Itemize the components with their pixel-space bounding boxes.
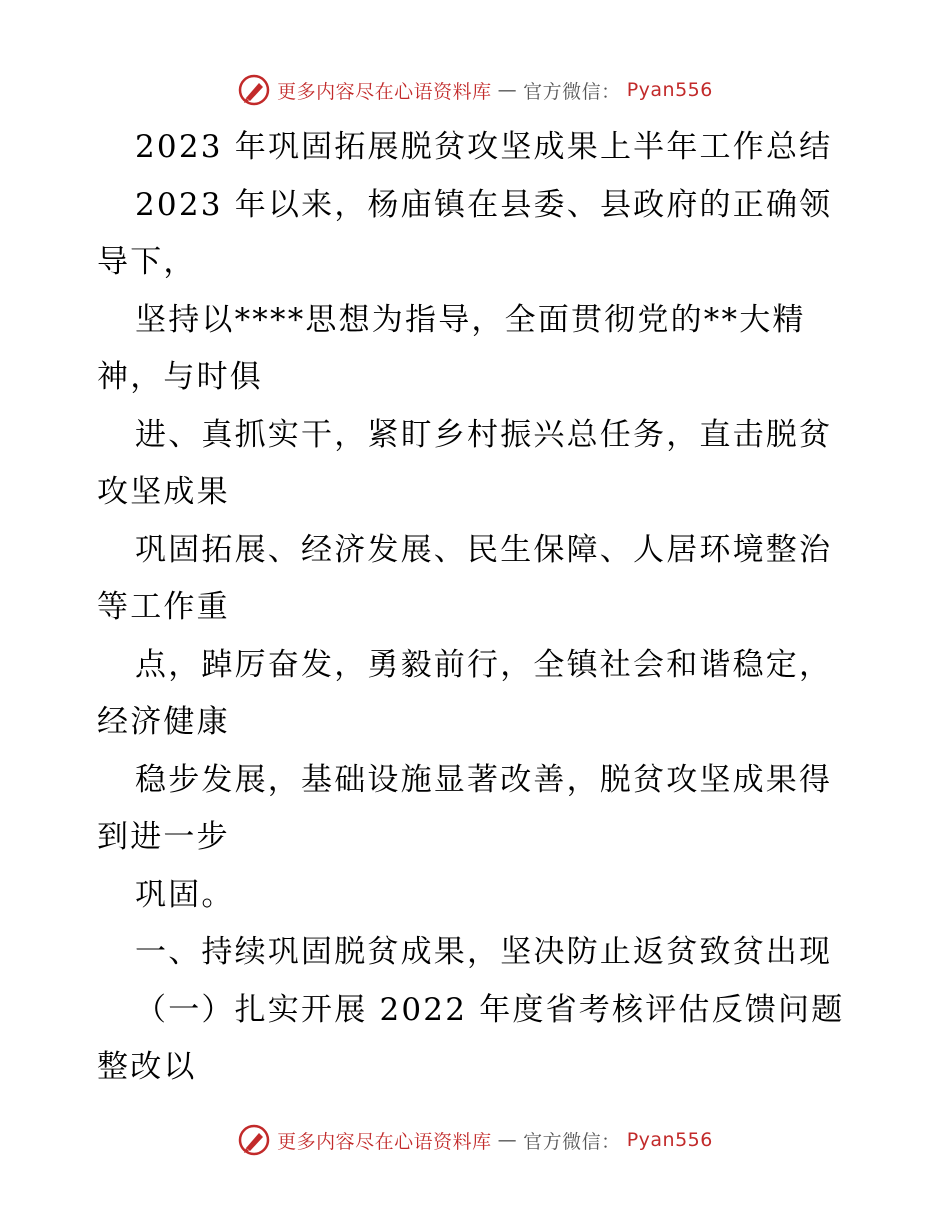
paragraph-line: 导下， — [97, 244, 197, 280]
watermark-separator: — — [497, 79, 518, 101]
watermark-wechat-id: Pyan556 — [626, 79, 713, 101]
paragraph-line: 巩固。 — [135, 876, 235, 913]
document-body — [97, 119, 857, 1097]
header-watermark — [0, 70, 950, 110]
paragraph-line: 巩固拓展、经济发展、民生保障、人居环境整治 — [135, 531, 833, 568]
paragraph-line: 到进一步 — [97, 819, 230, 855]
watermark-separator: — — [497, 1129, 518, 1151]
subsection-heading: （一）扎实开展 2022 年度省考核评估反馈问题 — [135, 991, 845, 1028]
section-heading: 一、持续巩固脱贫成果，坚决防止返贫致贫出现 — [135, 934, 833, 970]
paragraph-line: 坚持以****思想为指导，全面贯彻党的**大精 — [135, 301, 806, 338]
paragraph-line: 整改以 — [97, 1049, 197, 1085]
paragraph-line: 稳步发展，基础设施显著改善，脱贫攻坚成果得 — [135, 761, 833, 798]
paragraph-line: 2023 年以来，杨庙镇在县委、县政府的正确领 — [135, 186, 833, 223]
footer-watermark — [0, 1120, 950, 1160]
paragraph-line: 点，踔厉奋发，勇毅前行，全镇社会和谐稳定， — [135, 646, 833, 683]
paragraph-line: 经济健康 — [97, 704, 230, 740]
paragraph-line: 攻坚成果 — [97, 474, 230, 510]
watermark-contact-text: 官方微信： — [523, 1130, 621, 1153]
pen-logo-icon — [237, 73, 271, 107]
paragraph-line: 神，与时俱 — [97, 359, 263, 395]
paragraph-line: 进、真抓实干，紧盯乡村振兴总任务，直击脱贫 — [135, 416, 833, 453]
watermark-brand-text: 更多内容尽在心语资料库 — [277, 80, 492, 103]
watermark-contact-text: 官方微信： — [523, 80, 621, 103]
watermark-brand-text: 更多内容尽在心语资料库 — [277, 1130, 492, 1153]
document-title: 2023 年巩固拓展脱贫攻坚成果上半年工作总结 — [135, 129, 833, 165]
paragraph-line: 等工作重 — [97, 589, 230, 625]
watermark-wechat-id: Pyan556 — [626, 1129, 713, 1151]
pen-logo-icon — [237, 1123, 271, 1157]
